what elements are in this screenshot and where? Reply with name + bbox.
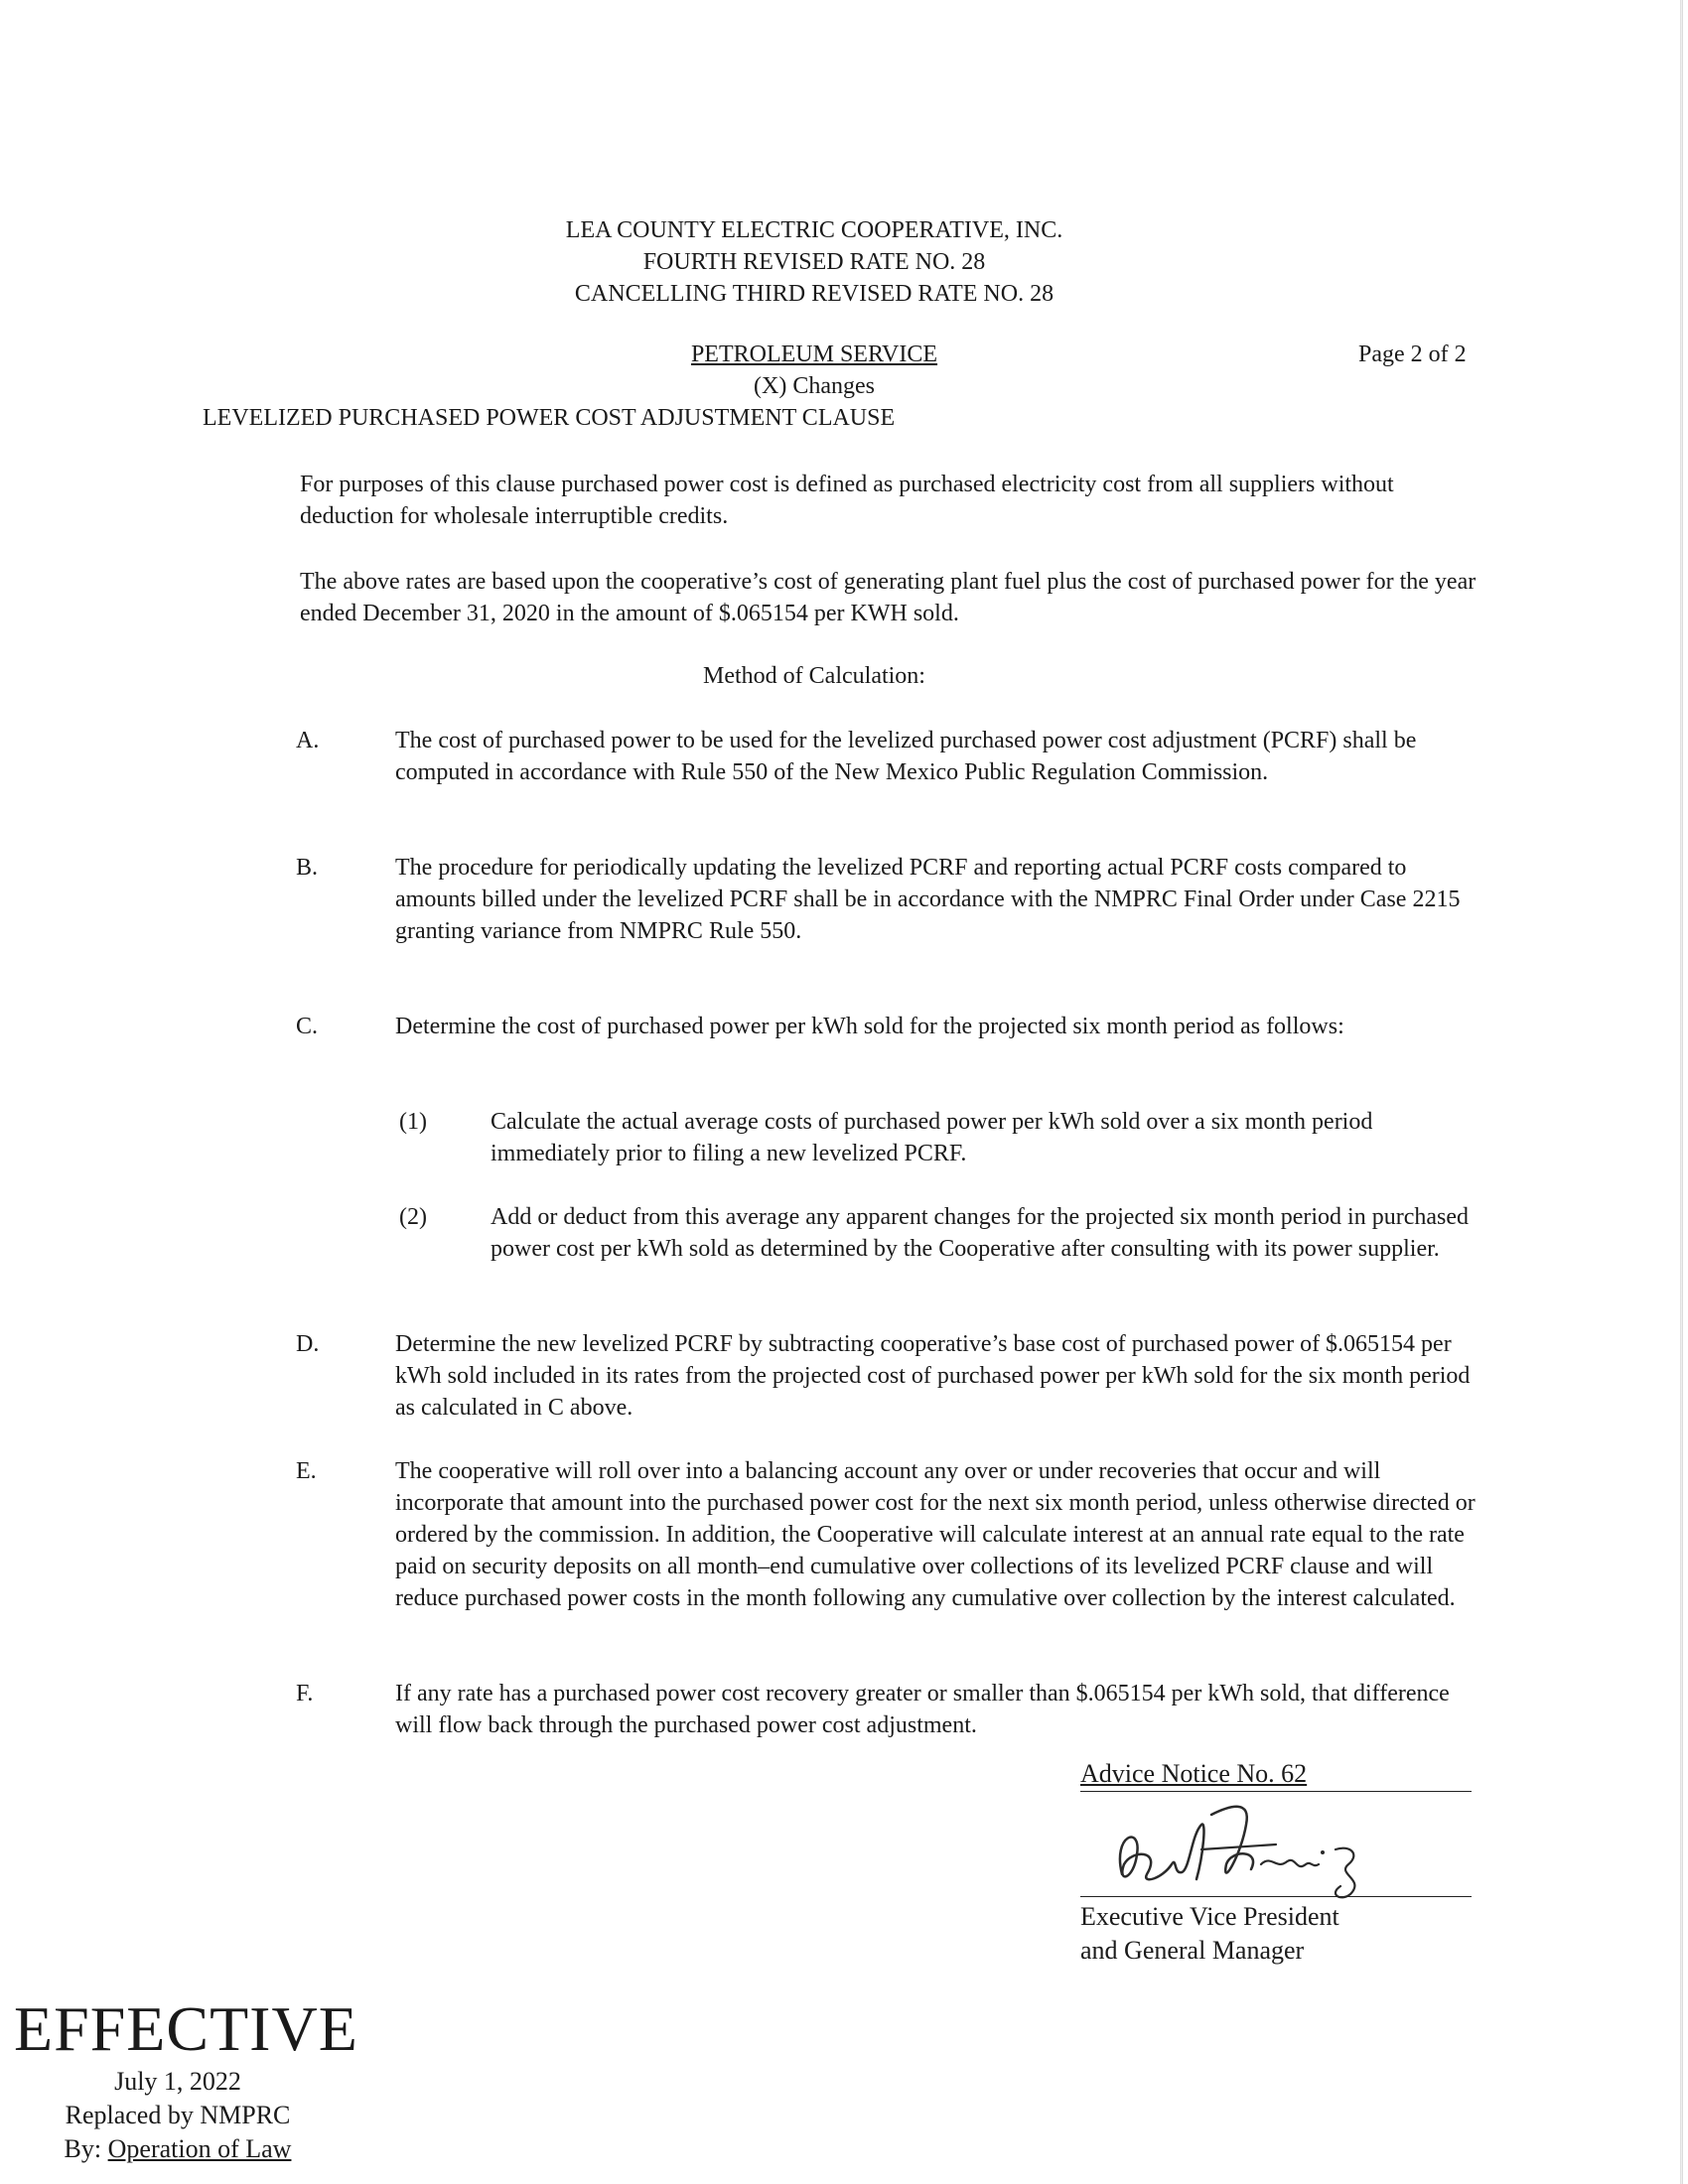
item-letter: A. — [296, 728, 320, 753]
item-letter: E. — [296, 1458, 317, 1484]
item-text: The cost of purchased power to be used for the levelized purchased power cost adjustment (PCRF) shall be computed in accordance with Rule 550 of the New Mexico Public Regulation Commission. — [395, 728, 1417, 785]
signer-title-line1: Executive Vice President — [1080, 1902, 1339, 1931]
item-text: Determine the new levelized PCRF by subtracting cooperative’s base cost of purchased power of $.065154 per kWh sold included in its rates from the projected cost of purchased power per kWh sold for the six month period as calculated in C above. — [395, 1331, 1471, 1421]
signature-line — [1080, 1896, 1472, 1897]
definition-paragraph: For purposes of this clause purchased power cost is defined as purchased electricity cost from all suppliers without deduction for wholesale interruptible credits. — [300, 472, 1394, 529]
replaced-by-authority — [14, 2132, 342, 2166]
item-letter: C. — [296, 1014, 319, 1039]
effective-label: EFFECTIVE — [14, 1993, 358, 2064]
advice-notice — [1080, 1759, 1472, 1792]
clause-title: LEVELIZED PURCHASED POWER COST ADJUSTMENT CLAUSE — [203, 405, 896, 431]
service-title: PETROLEUM SERVICE — [690, 341, 938, 367]
sub-item-text: Add or deduct from this average any apparent changes for the projected six month period in purchased power cost per kWh sold as determined by the Cooperative after consulting with its power supplier. — [491, 1204, 1469, 1262]
sub-item-number: (2) — [399, 1204, 427, 1230]
rate-number: FOURTH REVISED RATE NO. 28 — [642, 249, 986, 275]
base-rate-paragraph: The above rates are based upon the cooperative’s cost of generating plant fuel plus the cost of purchased power for the year ended December 31, 2020 in the amount of $.065154 per KWH sold. — [300, 569, 1477, 626]
advice-notice-text: Advice Notice No. 62 — [1080, 1759, 1308, 1788]
document-header — [0, 214, 1628, 310]
item-text: The procedure for periodically updating the levelized PCRF and reporting actual PCRF costs compared to amounts billed under the levelized PCRF shall be in accordance with the NMPRC Final Order under Case 2215 granting variance from NMPRC Rule 550. — [395, 855, 1461, 944]
by-value: Operation of Law — [107, 2134, 292, 2163]
page-number: Page 2 of 2 — [1358, 341, 1467, 367]
method-title: Method of Calculation: — [703, 663, 925, 689]
item-text: Determine the cost of purchased power per kWh sold for the projected six month period as follows: — [395, 1014, 1344, 1039]
item-text: If any rate has a purchased power cost recovery greater or smaller than $.065154 per kWh sold, that difference will flow back through the purchased power cost adjustment. — [395, 1681, 1450, 1738]
scan-edge — [1680, 0, 1683, 2184]
signer-title-line2: and General Manager — [1080, 1936, 1305, 1965]
signer-title — [1080, 1900, 1339, 1968]
item-text: The cooperative will roll over into a balancing account any over or under recoveries that occur and will incorporate that amount into the purchased power cost for the next six month period, unless otherwise directed or ordered by the commission. In addition, the Cooperative will calculate interest at an annual rate equal to the rate paid on security deposits on all month–end cumulative over collections of its levelized PCRF clause and will reduce purchased power costs in the month following any cumulative over collection by the interest calculated. — [395, 1458, 1476, 1611]
sub-item-text: Calculate the actual average costs of purchased power per kWh sold over a six month period immediately prior to filing a new levelized PCRF. — [491, 1109, 1373, 1166]
effective-stamp — [14, 1993, 358, 2166]
cooperative-name: LEA COUNTY ELECTRIC COOPERATIVE, INC. — [565, 217, 1063, 243]
item-letter: F. — [296, 1681, 314, 1706]
item-letter: D. — [296, 1331, 320, 1357]
sub-item-number: (1) — [399, 1109, 427, 1135]
replaced-by: Replaced by NMPRC — [65, 2101, 291, 2129]
by-label: By: — [64, 2134, 108, 2163]
changes-marker: (X) Changes — [754, 373, 875, 399]
effective-date: July 1, 2022 — [114, 2067, 241, 2096]
item-letter: B. — [296, 855, 319, 881]
cancelled-rate: CANCELLING THIRD REVISED RATE NO. 28 — [574, 281, 1055, 307]
signature-image — [1102, 1795, 1400, 1904]
